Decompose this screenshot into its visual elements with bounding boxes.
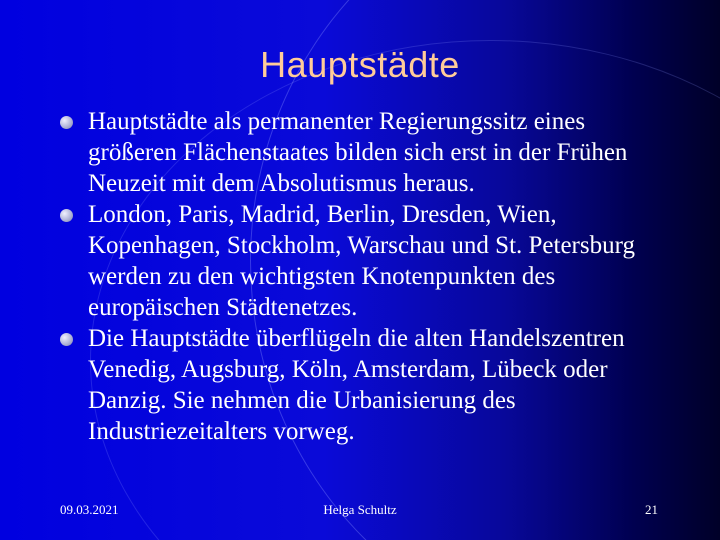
bullet-icon xyxy=(60,116,73,129)
bullet-item xyxy=(60,199,660,323)
bullet-icon xyxy=(60,333,73,346)
bullet-text: Die Hauptstädte überflügeln die alten Handelszentren Venedig, Augsburg, Köln, Amsterdam, Lübeck oder Danzig. Sie nehmen die Urbanisierung des Industriezeitalters vorweg. xyxy=(88,325,625,445)
bullet-item xyxy=(60,323,660,447)
bullet-text: London, Paris, Madrid, Berlin, Dresden, Wien, Kopenhagen, Stockholm, Warschau und St. Petersburg werden zu den wichtigsten Knotenpunkten des europäischen Städtenetzes. xyxy=(88,201,635,321)
slide-title: Hauptstädte xyxy=(260,44,460,85)
bullet-list xyxy=(60,106,660,447)
footer-author: Helga Schultz xyxy=(323,502,397,517)
page-number: 21 xyxy=(645,502,658,517)
bullet-icon xyxy=(60,209,73,222)
bullet-text: Hauptstädte als permanenter Regierungssitz eines größeren Flächenstaates bilden sich erst in der Frühen Neuzeit mit dem Absolutismus heraus. xyxy=(88,108,628,197)
bullet-item xyxy=(60,106,660,199)
footer-date: 09.03.2021 xyxy=(60,502,119,517)
